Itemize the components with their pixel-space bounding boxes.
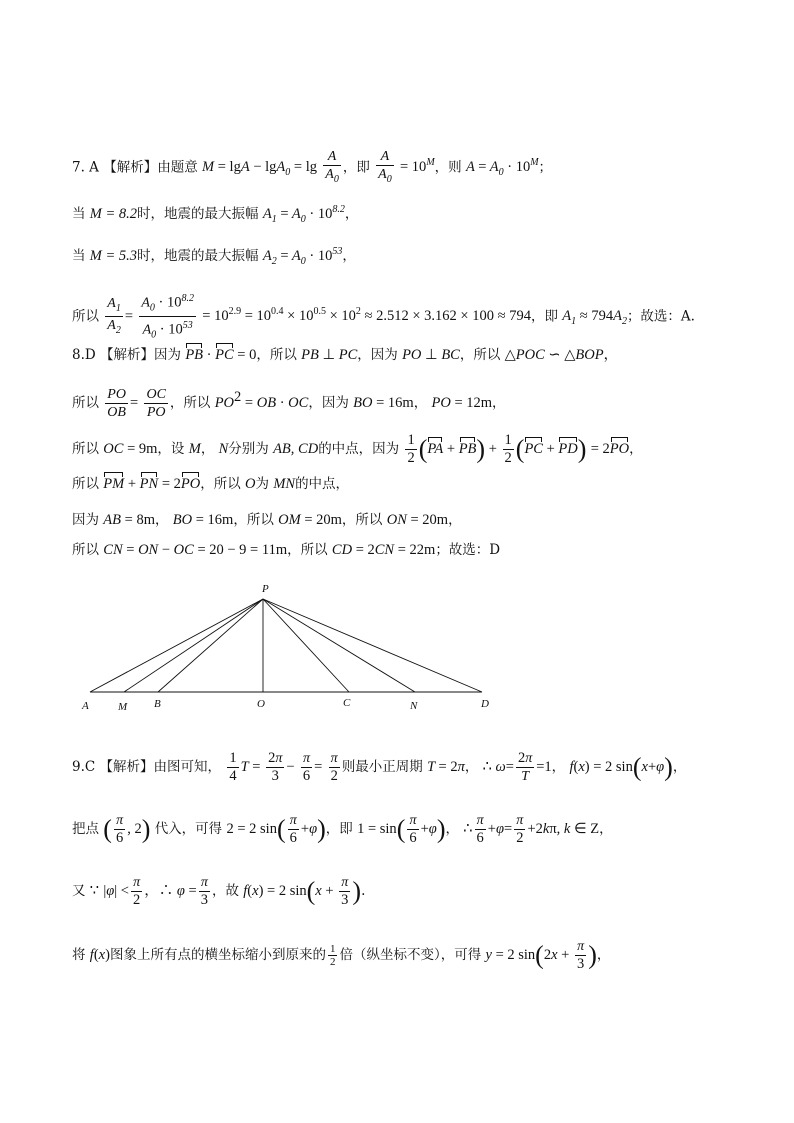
q8-line-5: 因为 AB = 8m， BO = 16m，所以 OM = 20m，所以 ON = 20m， <box>72 512 462 528</box>
q9-line-2: 把点 ( $\frac{\pi}{6}$ , 2) 代入，可得 2 = 2 sin( $\frac{\pi}{6}$ +φ)，即 1 = sin( $\frac{\pi}{6}$ +φ)， ∴ $\frac{\pi}{6}$ +φ= $\frac{\pi}{2}$ +2kπ, k ∈ Z， <box>72 813 613 846</box>
q8-line-4: 所以 PM + PN = 2PO，所以 O为 MN的中点， <box>72 476 350 492</box>
label-D: D <box>481 698 489 710</box>
label-A: A <box>82 700 89 712</box>
q7-line-3: 当 M = 5.3时，地震的最大振幅 $A_2 = A_0 \cdot 10^{53}$， <box>72 246 356 267</box>
q7-line-4: 所以 $\frac{A_1}{A_2}$ = $\frac{A_0 \cdot 10^{8.2}}{A_0 \cdot 10^{53}}$ = $10^{2.9} = 10^{0.4} \times 10^{0.5} \times 10^2 \approx 2.512 \times 3.162 \times 100 \approx 794$，即 $A_1 \approx 794A_2$；故选：A. <box>72 290 695 344</box>
q8-line-6: 所以 CN = ON − OC = 20 − 9 = 11m，所以 CD = 2CN = 22m；故选：D <box>72 542 501 558</box>
segment-PA <box>90 599 263 692</box>
segment-PB <box>158 599 263 692</box>
q9-line-4: 将 f(x)图象上所有点的横坐标缩小到原来的 $\frac{1}{2}$ 倍（纵坐标不变），可得 y = 2 sin(2x + $\frac{\pi}{3}$ )， <box>72 939 611 972</box>
q7-number: 7. A <box>72 159 99 176</box>
q8-line-2: 所以 $\frac{PO}{OB}$ = $\frac{OC}{PO}$ ，所以 $PO^2$ = OB · OC，因为 BO = 16m， PO = 12m， <box>72 387 506 420</box>
q9-number: 9.C <box>72 759 96 775</box>
label-M: M <box>118 701 128 713</box>
label-C: C <box>343 697 351 709</box>
label-O: O <box>257 698 265 710</box>
segment-PD <box>263 599 482 692</box>
q8-line-3: 所以 OC = 9m，设 M， N分别为 AB, CD的中点，因为 $\frac{1}{2}$ (PA + PB) + $\frac{1}{2}$ (PC + PD) = 2PO， <box>72 432 643 466</box>
segment-PN <box>263 599 415 692</box>
q9-tag: 【解析】 <box>99 759 154 775</box>
q7-tag: 【解析】 <box>103 159 158 176</box>
q8-number: 8.D <box>72 347 96 363</box>
segment-PM <box>124 599 263 692</box>
label-B: B <box>154 698 161 710</box>
label-N: N <box>410 700 418 712</box>
segment-PC <box>263 599 349 692</box>
formula-magnitude: M = lgA − lgA$_0$ = lg <box>202 159 317 179</box>
q7-line-2: 当 M = 8.2时，地震的最大振幅 $A_1 = A_0 \cdot 10^{8.2}$， <box>72 204 359 225</box>
q7-line-1: 7. A 【解析】由题意 M = lgA − lgA$_0$ = lg $\frac{A}{A_0}$ ，即 $\frac{A}{A_0}$ = $10^M$，则 $A = A_0 \cdot 10^M$； <box>72 148 552 188</box>
q8-line-1: 8.D 【解析】因为 PB · PC = 0，所以 PB ⊥ PC，因为 PO ⊥ BC，所以 △POC ∽ △BOP， <box>72 347 619 363</box>
geometry-figure <box>70 578 510 716</box>
q9-line-1: 9.C 【解析】由图可知， $\frac{1}{4}$ T = $\frac{2\pi}{3}$ − $\frac{\pi}{6}$ = $\frac{\pi}{2}$ 则最小正周期 T = 2π， ∴ ω= $\frac{2\pi}{T}$ =1， f(x) = 2 sin(x+φ)， <box>72 750 687 784</box>
label-P: P <box>262 583 269 595</box>
q9-line-3: 又 ∵ |φ| < $\frac{\pi}{2}$ ，∴ φ = $\frac{\pi}{3}$ ，故 f(x) = 2 sin(x + $\frac{\pi}{3}$ ). <box>72 875 366 908</box>
q8-tag: 【解析】 <box>100 347 155 363</box>
